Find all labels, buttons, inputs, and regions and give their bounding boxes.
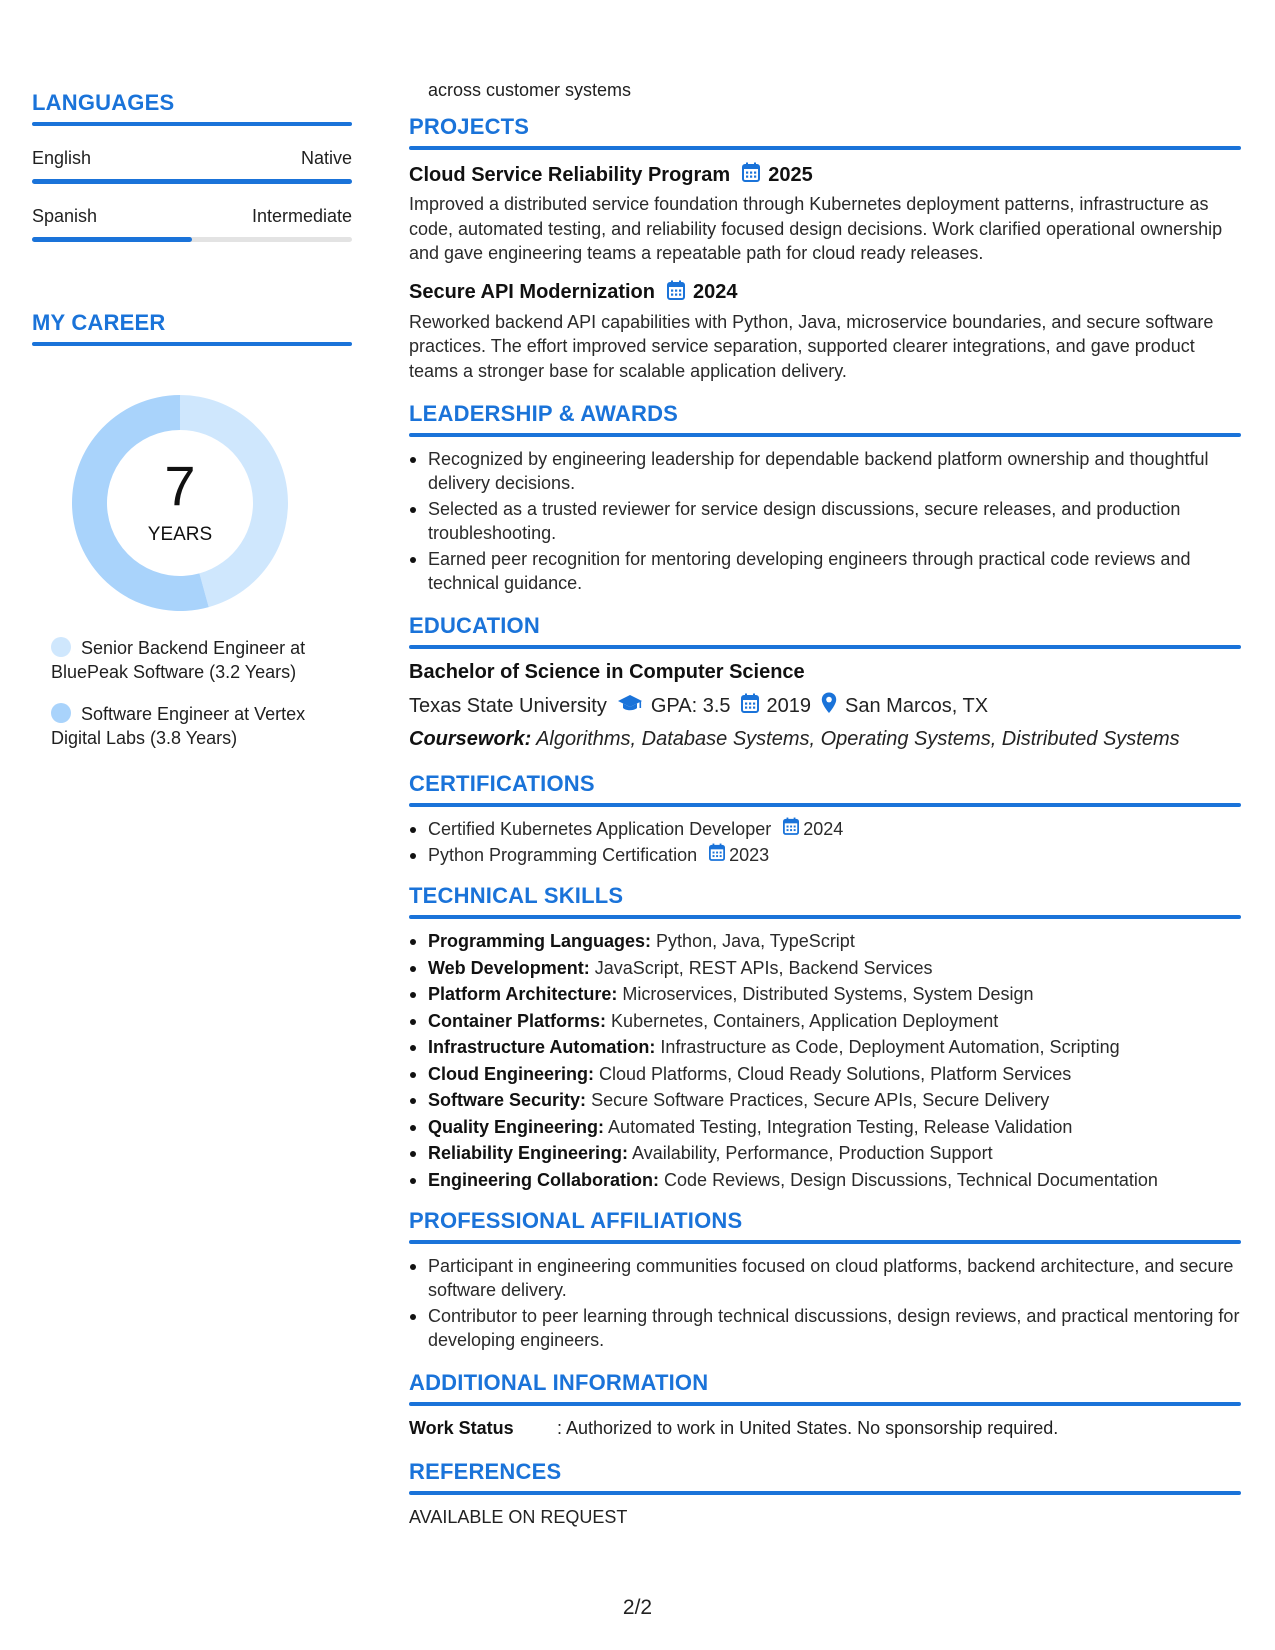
career-role-text: Senior Backend Engineer at BluePeak Software (3.2 Years)	[51, 638, 306, 682]
languages-title: LANGUAGES	[32, 90, 175, 115]
section-divider	[409, 803, 1241, 807]
skill-label: Platform Architecture:	[428, 984, 618, 1004]
skill-value: Secure Software Practices, Secure APIs, Secure Delivery	[591, 1090, 1050, 1110]
graduation-year: 2019	[766, 694, 812, 717]
skill-value: Cloud Platforms, Cloud Ready Solutions, Platform Services	[599, 1063, 1072, 1084]
work-status-label: Work Status	[409, 1417, 514, 1438]
language-proficiency-fill	[32, 179, 352, 184]
calendar-icon	[742, 162, 760, 188]
school-location: San Marcos, TX	[845, 694, 989, 717]
certification-year: 2023	[729, 845, 770, 865]
list-item	[409, 817, 1241, 841]
section-divider	[32, 122, 352, 126]
calendar-icon	[741, 693, 759, 719]
skill-item	[409, 1009, 1241, 1033]
section-divider	[409, 433, 1241, 437]
skill-label: Infrastructure Automation:	[428, 1037, 656, 1057]
section-divider	[409, 915, 1241, 919]
language-level: Native	[300, 148, 352, 168]
career-donut-chart	[65, 388, 295, 618]
projects-title: PROJECTS	[409, 114, 530, 139]
certification-name: Certified Kubernetes Application Developer	[428, 819, 772, 839]
career-role-item	[51, 636, 341, 684]
list-item: Selected as a trusted reviewer for service design discussions, secure releases, and production troubleshooting.	[409, 497, 1241, 545]
project-year: 2024	[692, 281, 738, 303]
skill-item	[409, 1088, 1241, 1112]
coursework	[409, 728, 1241, 751]
project-item	[409, 162, 1241, 266]
list-item: Contributor to peer learning through technical discussions, design reviews, and practical mentoring for developing engineers.	[409, 1304, 1241, 1352]
language-name: English	[32, 148, 92, 168]
skills-list	[409, 929, 1241, 1192]
calendar-icon	[783, 817, 799, 841]
language-item	[32, 148, 352, 184]
skill-item	[409, 1141, 1241, 1165]
certifications-section	[409, 771, 1241, 867]
list-item	[409, 843, 1241, 867]
page-number: 2/2	[622, 1596, 653, 1619]
leadership-list	[409, 447, 1241, 595]
coursework-list: Algorithms, Database Systems, Operating Systems, Distributed Systems	[536, 728, 1180, 750]
project-name: Secure API Modernization	[409, 281, 655, 303]
work-status-row	[409, 1418, 1241, 1439]
skill-label: Quality Engineering:	[428, 1116, 605, 1137]
affiliations-list	[409, 1254, 1241, 1352]
career-section	[32, 310, 352, 750]
skill-item	[409, 982, 1241, 1006]
legend-dot	[51, 637, 71, 657]
skill-item	[409, 1035, 1241, 1059]
skill-value: Microservices, Distributed Systems, System Design	[622, 984, 1034, 1004]
skill-value: Kubernetes, Containers, Application Deployment	[611, 1010, 999, 1031]
skill-item	[409, 1062, 1241, 1086]
left-column	[32, 90, 352, 750]
languages-section	[32, 90, 352, 242]
project-item	[409, 280, 1241, 384]
right-column	[409, 78, 1241, 1528]
skill-label: Container Platforms:	[428, 1010, 607, 1031]
total-years-value: 7	[164, 454, 196, 517]
skill-value: Infrastructure as Code, Deployment Automation, Scripting	[660, 1037, 1120, 1057]
language-proficiency-bar	[32, 237, 352, 242]
calendar-icon	[667, 280, 685, 306]
section-divider	[409, 146, 1241, 150]
project-name: Cloud Service Reliability Program	[409, 163, 731, 186]
skill-value: JavaScript, REST APIs, Backend Services	[594, 957, 933, 978]
language-level: Intermediate	[251, 206, 352, 226]
skill-value: Automated Testing, Integration Testing, Release Validation	[608, 1116, 1073, 1137]
certifications-list	[409, 817, 1241, 867]
list-item: Earned peer recognition for mentoring developing engineers through practical code reviews and technical guidance.	[409, 547, 1241, 595]
project-year: 2025	[768, 163, 813, 186]
work-status-value: : Authorized to work in United States. No sponsorship required.	[557, 1417, 1059, 1438]
skills-title: TECHNICAL SKILLS	[409, 883, 624, 908]
leadership-title: LEADERSHIP & AWARDS	[409, 401, 679, 426]
affiliations-section	[409, 1208, 1241, 1352]
certifications-title: CERTIFICATIONS	[409, 771, 595, 796]
graduation-cap-icon	[617, 693, 643, 719]
legend-dot	[51, 703, 71, 723]
education-section	[409, 613, 1241, 751]
skill-label: Software Security:	[428, 1090, 587, 1110]
affiliations-title: PROFESSIONAL AFFILIATIONS	[409, 1207, 743, 1233]
certification-name: Python Programming Certification	[428, 845, 698, 865]
additional-info-section	[409, 1370, 1241, 1439]
references-title: REFERENCES	[409, 1458, 562, 1484]
skill-item	[409, 1115, 1241, 1139]
skill-item	[409, 1168, 1241, 1192]
language-item	[32, 206, 352, 242]
continued-text: across customer systems	[428, 80, 632, 100]
section-divider	[32, 342, 352, 346]
references-text: AVAILABLE ON REQUEST	[409, 1506, 628, 1527]
language-proficiency-bar	[32, 179, 352, 184]
career-role-text: Software Engineer at Vertex Digital Labs (3.8 Years)	[51, 704, 306, 748]
career-role-item	[51, 702, 341, 750]
skill-label: Programming Languages:	[428, 931, 652, 951]
degree-name: Bachelor of Science in Computer Science	[409, 661, 805, 683]
skill-label: Reliability Engineering:	[428, 1143, 629, 1163]
skill-value: Code Reviews, Design Discussions, Technical Documentation	[664, 1169, 1158, 1190]
section-divider	[409, 1402, 1241, 1406]
skill-label: Engineering Collaboration:	[428, 1169, 660, 1190]
education-title: EDUCATION	[409, 613, 540, 638]
skill-item	[409, 956, 1241, 980]
language-name: Spanish	[32, 206, 98, 226]
skills-section	[409, 883, 1241, 1192]
language-proficiency-fill	[32, 237, 192, 242]
list-item: Participant in engineering communities focused on cloud platforms, backend architecture, and secure software delivery.	[409, 1254, 1241, 1302]
school-name: Texas State University	[409, 694, 607, 717]
skill-label: Cloud Engineering:	[428, 1063, 594, 1084]
section-divider	[409, 645, 1241, 649]
map-pin-icon	[821, 692, 837, 720]
coursework-label: Coursework:	[409, 728, 532, 750]
section-divider	[409, 1491, 1241, 1495]
education-meta	[409, 692, 1241, 720]
certification-year: 2024	[803, 819, 844, 839]
gpa: GPA: 3.5	[650, 694, 731, 717]
skill-item	[409, 929, 1241, 953]
references-section	[409, 1459, 1241, 1528]
list-item: Recognized by engineering leadership for dependable backend platform ownership and thoughtful delivery decisions.	[409, 447, 1241, 495]
section-divider	[409, 1240, 1241, 1244]
leadership-section	[409, 401, 1241, 595]
projects-section	[409, 114, 1241, 383]
calendar-icon	[709, 843, 725, 867]
additional-info-title: ADDITIONAL INFORMATION	[409, 1369, 709, 1395]
project-description: Reworked backend API capabilities with Python, Java, microservice boundaries, and secure software practices. The effort improved service separation, supported clearer integrations, and gave product teams a stronger base for scalable application delivery.	[409, 311, 1214, 381]
skill-label: Web Development:	[428, 957, 590, 978]
career-title: MY CAREER	[32, 310, 166, 335]
total-years-label: YEARS	[147, 524, 213, 545]
project-description: Improved a distributed service foundation through Kubernetes deployment patterns, infrastructure as code, automated testing, and reliability focused design decisions. Work clarified operational ownership and gave engineering teams a repeatable path for cloud ready releases.	[409, 194, 1223, 263]
skill-value: Python, Java, TypeScript	[656, 931, 855, 951]
skill-value: Availability, Performance, Production Support	[632, 1143, 993, 1163]
